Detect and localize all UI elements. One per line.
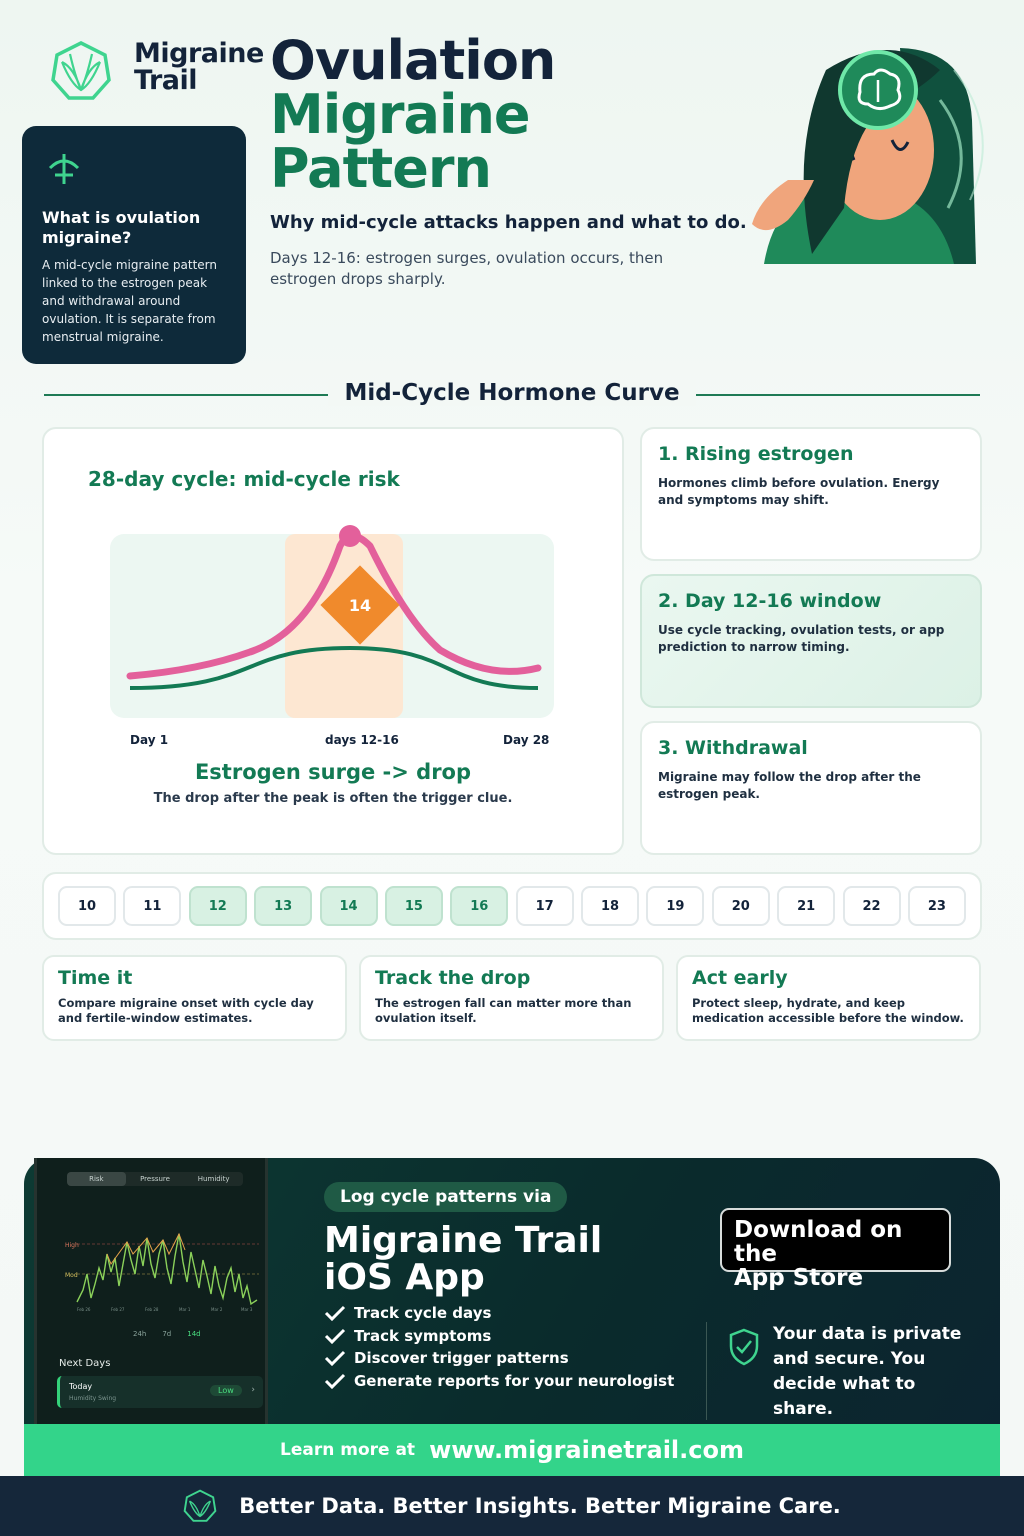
- feature-item: Track symptoms: [324, 1325, 674, 1348]
- step-body: Use cycle tracking, ovulation tests, or app prediction to narrow timing.: [658, 623, 945, 654]
- x-tick-label: Feb 28: [145, 1307, 159, 1312]
- step-title: 2. Day 12-16 window: [658, 590, 882, 612]
- step-card-rising-estrogen: [640, 427, 982, 561]
- peak-day-label: 14: [348, 596, 372, 615]
- logo-icon: [50, 40, 112, 102]
- x-tick-label: Mar 1: [179, 1307, 191, 1312]
- page-subtitle: Why mid-cycle attacks happen and what to do.: [270, 212, 747, 233]
- tip-title: Track the drop: [375, 967, 531, 989]
- woman-headache-illustration: [740, 30, 1000, 270]
- range-14d[interactable]: 14d: [187, 1330, 201, 1338]
- logo-icon: [183, 1489, 217, 1523]
- learn-more-label: Learn more at: [280, 1440, 416, 1460]
- risk-trend-plot: [63, 1194, 263, 1314]
- chart-caption: Estrogen surge -> drop: [194, 760, 472, 784]
- day-chip[interactable]: 11: [123, 886, 181, 926]
- app-store-button[interactable]: [720, 1208, 951, 1291]
- step-title: 3. Withdrawal: [658, 737, 808, 759]
- tab-humidity[interactable]: Humidity: [197, 1175, 230, 1183]
- app-name: Migraine Trail iOS App: [324, 1220, 603, 1298]
- footer-tagline: Better Data. Better Insights. Better Migraine Care.: [239, 1494, 841, 1518]
- step-title: 1. Rising estrogen: [658, 443, 854, 465]
- range-24h[interactable]: 24h: [133, 1330, 147, 1338]
- step-card-withdrawal: [640, 721, 982, 855]
- cycle-day-strip: [42, 872, 982, 940]
- step-body: Hormones climb before ovulation. Energy and symptoms may shift.: [658, 476, 940, 507]
- info-card-heading: What is ovulation migraine?: [42, 208, 201, 247]
- hormone-curve-chart: [110, 520, 558, 725]
- estrogen-peak-point: [339, 525, 361, 547]
- phone-screenshot: [34, 1158, 268, 1424]
- x-tick-days-12-16: days 12-16: [325, 733, 399, 747]
- info-card: [22, 126, 246, 364]
- day-chip[interactable]: 17: [516, 886, 574, 926]
- tip-card-act-early: [676, 955, 981, 1041]
- privacy-statement: Your data is private and secure. You decide what to share.: [773, 1324, 962, 1419]
- feature-list: [324, 1302, 674, 1392]
- tab-pressure[interactable]: Pressure: [140, 1175, 170, 1183]
- risk-badge: Low: [210, 1385, 242, 1396]
- x-tick-label: Feb 26: [77, 1307, 91, 1312]
- learn-more-bar: [24, 1424, 1000, 1476]
- brand-name: Migraine Trail: [134, 38, 264, 96]
- x-tick-label: Mar 2: [211, 1307, 223, 1312]
- day-chip-highlighted[interactable]: 16: [450, 886, 508, 926]
- day-chip-highlighted[interactable]: 15: [385, 886, 443, 926]
- range-7d[interactable]: 7d: [162, 1330, 172, 1338]
- day-chip-highlighted[interactable]: 13: [254, 886, 312, 926]
- step-body: Migraine may follow the drop after the estrogen peak.: [658, 770, 921, 801]
- chart-title: 28-day cycle: mid-cycle risk: [88, 467, 400, 491]
- tip-body: Protect sleep, hydrate, and keep medication accessible before the window.: [692, 996, 964, 1025]
- y-label-mod: Mod: [65, 1272, 78, 1279]
- tip-body: The estrogen fall can matter more than ovulation itself.: [375, 996, 632, 1025]
- feature-item: Generate reports for your neurologist: [324, 1370, 674, 1393]
- info-card-body: A mid-cycle migraine pattern linked to the estrogen peak and withdrawal around ovulation. It is separate from menstrual migraine.: [42, 258, 217, 344]
- app-pill-label: Log cycle patterns via: [324, 1182, 567, 1212]
- day-chip[interactable]: 19: [646, 886, 704, 926]
- x-tick-label: Mar 3: [241, 1307, 253, 1312]
- day-chip[interactable]: 20: [712, 886, 770, 926]
- checkmark-icon: [324, 1328, 346, 1344]
- range-selector: [133, 1330, 201, 1338]
- section-title: Mid-Cycle Hormone Curve: [0, 380, 1024, 406]
- day-chip[interactable]: 22: [843, 886, 901, 926]
- forecast-row-today[interactable]: [57, 1376, 263, 1408]
- chart-caption-sub: The drop after the peak is often the trigger clue.: [153, 791, 513, 806]
- x-tick-label: Feb 27: [111, 1307, 125, 1312]
- chevron-right-icon: ›: [251, 1385, 255, 1395]
- day-chip[interactable]: 10: [58, 886, 116, 926]
- page-title: Ovulation Migraine Pattern: [270, 29, 556, 200]
- next-days-heading: Next Days: [59, 1358, 111, 1369]
- day-chip[interactable]: 23: [908, 886, 966, 926]
- step-card-window: [640, 574, 982, 708]
- day-chip-highlighted[interactable]: 14: [320, 886, 378, 926]
- store-line-2: App Store: [734, 1265, 864, 1291]
- checkmark-icon: [324, 1350, 346, 1366]
- banner-divider: [706, 1322, 707, 1420]
- tip-card-track-drop: [359, 955, 664, 1041]
- tip-title: Time it: [58, 967, 133, 989]
- phone-tabs: [67, 1172, 243, 1186]
- feature-item: Track cycle days: [324, 1302, 674, 1325]
- day-chip-highlighted[interactable]: 12: [189, 886, 247, 926]
- y-label-high: High: [65, 1242, 79, 1249]
- tip-card-time-it: [42, 955, 347, 1041]
- ovulation-symbol-icon: [46, 150, 82, 186]
- checkmark-icon: [324, 1305, 346, 1321]
- checkmark-icon: [324, 1373, 346, 1389]
- shield-check-icon: [728, 1328, 760, 1366]
- forecast-trigger: Humidity Swing: [69, 1395, 117, 1402]
- tip-body: Compare migraine onset with cycle day and fertile-window estimates.: [58, 996, 314, 1025]
- x-tick-day-28: Day 28: [503, 733, 550, 747]
- footer: [0, 1476, 1024, 1536]
- page-description: Days 12-16: estrogen surges, ovulation occurs, then estrogen drops sharply.: [270, 249, 664, 288]
- tab-risk[interactable]: Risk: [67, 1172, 126, 1186]
- website-link[interactable]: www.migrainetrail.com: [429, 1436, 744, 1464]
- feature-item: Discover trigger patterns: [324, 1347, 674, 1370]
- forecast-day: Today: [69, 1382, 93, 1391]
- day-chip[interactable]: 21: [777, 886, 835, 926]
- x-tick-day-1: Day 1: [130, 733, 169, 747]
- tip-title: Act early: [692, 967, 788, 989]
- store-line-1: Download on the: [734, 1217, 903, 1267]
- day-chip[interactable]: 18: [581, 886, 639, 926]
